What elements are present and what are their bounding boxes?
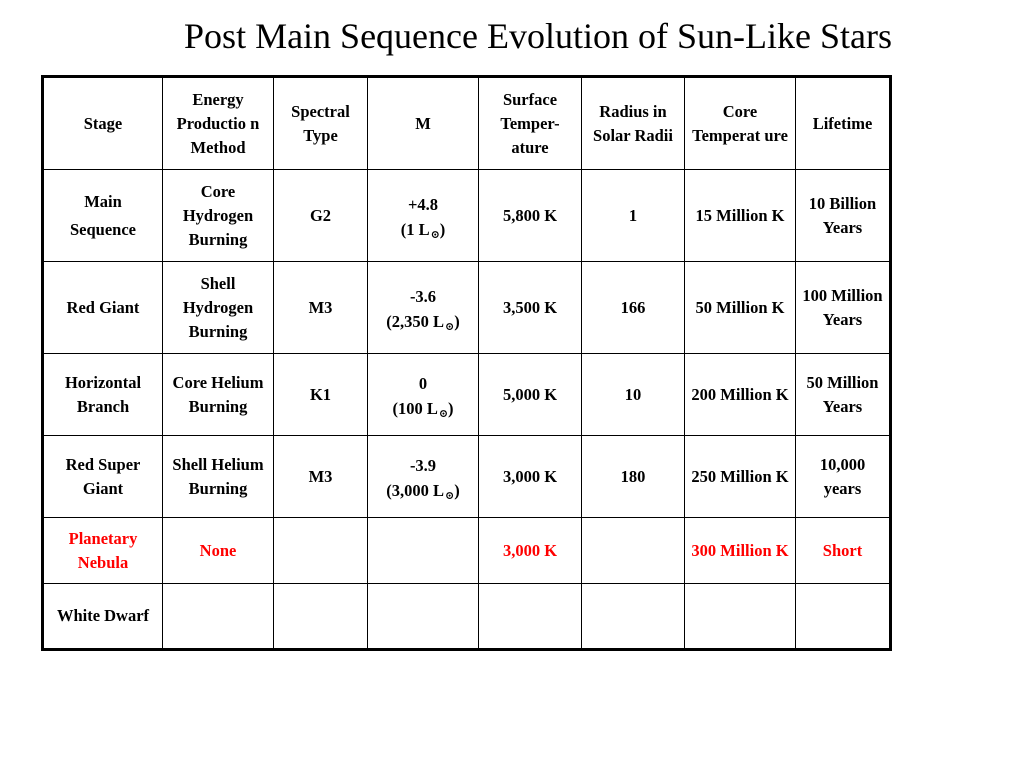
sun-symbol-icon: ⊙ xyxy=(438,407,449,420)
header-stage: Stage xyxy=(43,77,163,170)
lifetime-cell: 10,000 years xyxy=(796,436,891,518)
lifetime-cell: 50 Million Years xyxy=(796,354,891,436)
table-row xyxy=(43,518,891,584)
energy-cell: Core Helium Burning xyxy=(163,354,274,436)
energy-cell: None xyxy=(163,518,274,584)
luminosity-close: ) xyxy=(439,219,446,239)
core-temp-cell: 200 Million K xyxy=(685,354,796,436)
magnitude-value: -3.9 xyxy=(409,455,437,475)
surface-temp-cell: 3,000 K xyxy=(479,518,582,584)
lifetime-cell: 100 Million Years xyxy=(796,262,891,354)
magnitude-value: +4.8 xyxy=(407,194,439,214)
magnitude-cell xyxy=(368,354,479,436)
spectral-cell: G2 xyxy=(274,170,368,262)
spectral-cell xyxy=(274,518,368,584)
header-spectral-type: Spectral Type xyxy=(274,77,368,170)
luminosity-value xyxy=(372,398,474,420)
stage-cell xyxy=(43,170,163,262)
spectral-cell: M3 xyxy=(274,436,368,518)
energy-cell: Shell Helium Burning xyxy=(163,436,274,518)
radius-cell: 180 xyxy=(582,436,685,518)
surface-temp-cell: 5,800 K xyxy=(479,170,582,262)
magnitude-cell xyxy=(368,584,479,650)
radius-cell: 166 xyxy=(582,262,685,354)
radius-cell xyxy=(582,584,685,650)
luminosity-text: (2,350 L xyxy=(386,311,445,331)
energy-cell: Core Hydrogen Burning xyxy=(163,170,274,262)
magnitude-cell xyxy=(368,518,479,584)
surface-temp-cell: 3,000 K xyxy=(479,436,582,518)
header-core-temperature: Core Temperat ure xyxy=(685,77,796,170)
magnitude-cell xyxy=(368,436,479,518)
luminosity-close: ) xyxy=(448,398,454,418)
lifetime-cell xyxy=(796,584,891,650)
luminosity-value xyxy=(372,480,474,502)
header-surface-temperature: Surface Temper- ature xyxy=(479,77,582,170)
core-temp-cell: 15 Million K xyxy=(685,170,796,262)
radius-cell: 10 xyxy=(582,354,685,436)
magnitude-cell xyxy=(368,262,479,354)
stage-line: Sequence xyxy=(70,219,136,239)
radius-cell xyxy=(582,518,685,584)
spectral-cell: K1 xyxy=(274,354,368,436)
core-temp-cell: 300 Million K xyxy=(685,518,796,584)
header-row xyxy=(43,77,891,170)
luminosity-close: ) xyxy=(454,311,460,331)
stage-cell: Red Super Giant xyxy=(43,436,163,518)
table-row xyxy=(43,354,891,436)
header-energy-production-method: Energy Productio n Method xyxy=(163,77,274,170)
luminosity-close: ) xyxy=(454,480,460,500)
surface-temp-cell: 5,000 K xyxy=(479,354,582,436)
surface-temp-cell xyxy=(479,584,582,650)
luminosity-value xyxy=(372,311,474,333)
magnitude-value: -3.6 xyxy=(409,286,437,306)
stage-line: Main xyxy=(84,191,122,211)
spectral-cell xyxy=(274,584,368,650)
stage-cell: Planetary Nebula xyxy=(43,518,163,584)
luminosity-text: (100 L xyxy=(392,398,438,418)
evolution-table xyxy=(41,75,892,651)
energy-cell xyxy=(163,584,274,650)
lifetime-cell: Short xyxy=(796,518,891,584)
header-lifetime: Lifetime xyxy=(796,77,891,170)
luminosity-text: (3,000 L xyxy=(386,480,445,500)
slide-title: Post Main Sequence Evolution of Sun-Like Stars xyxy=(184,16,892,56)
sun-symbol-icon: ⊙ xyxy=(445,320,455,333)
radius-cell: 1 xyxy=(582,170,685,262)
core-temp-cell: 50 Million K xyxy=(685,262,796,354)
spectral-cell: M3 xyxy=(274,262,368,354)
stage-cell: White Dwarf xyxy=(43,584,163,650)
sun-symbol-icon: ⊙ xyxy=(445,489,455,502)
luminosity-text: (1 L xyxy=(400,219,430,239)
table-row xyxy=(43,436,891,518)
table-row xyxy=(43,262,891,354)
header-radius: Radius in Solar Radii xyxy=(582,77,685,170)
stage-cell: Red Giant xyxy=(43,262,163,354)
header-magnitude: M xyxy=(368,77,479,170)
magnitude-value: 0 xyxy=(418,373,428,393)
table-row xyxy=(43,584,891,650)
lifetime-cell: 10 Billion Years xyxy=(796,170,891,262)
table-row xyxy=(43,170,891,262)
luminosity-value xyxy=(372,219,474,241)
surface-temp-cell: 3,500 K xyxy=(479,262,582,354)
stage-cell: Horizontal Branch xyxy=(43,354,163,436)
core-temp-cell: 250 Million K xyxy=(685,436,796,518)
core-temp-cell xyxy=(685,584,796,650)
sun-symbol-icon: ⊙ xyxy=(430,228,440,241)
magnitude-cell xyxy=(368,170,479,262)
energy-cell: Shell Hydrogen Burning xyxy=(163,262,274,354)
